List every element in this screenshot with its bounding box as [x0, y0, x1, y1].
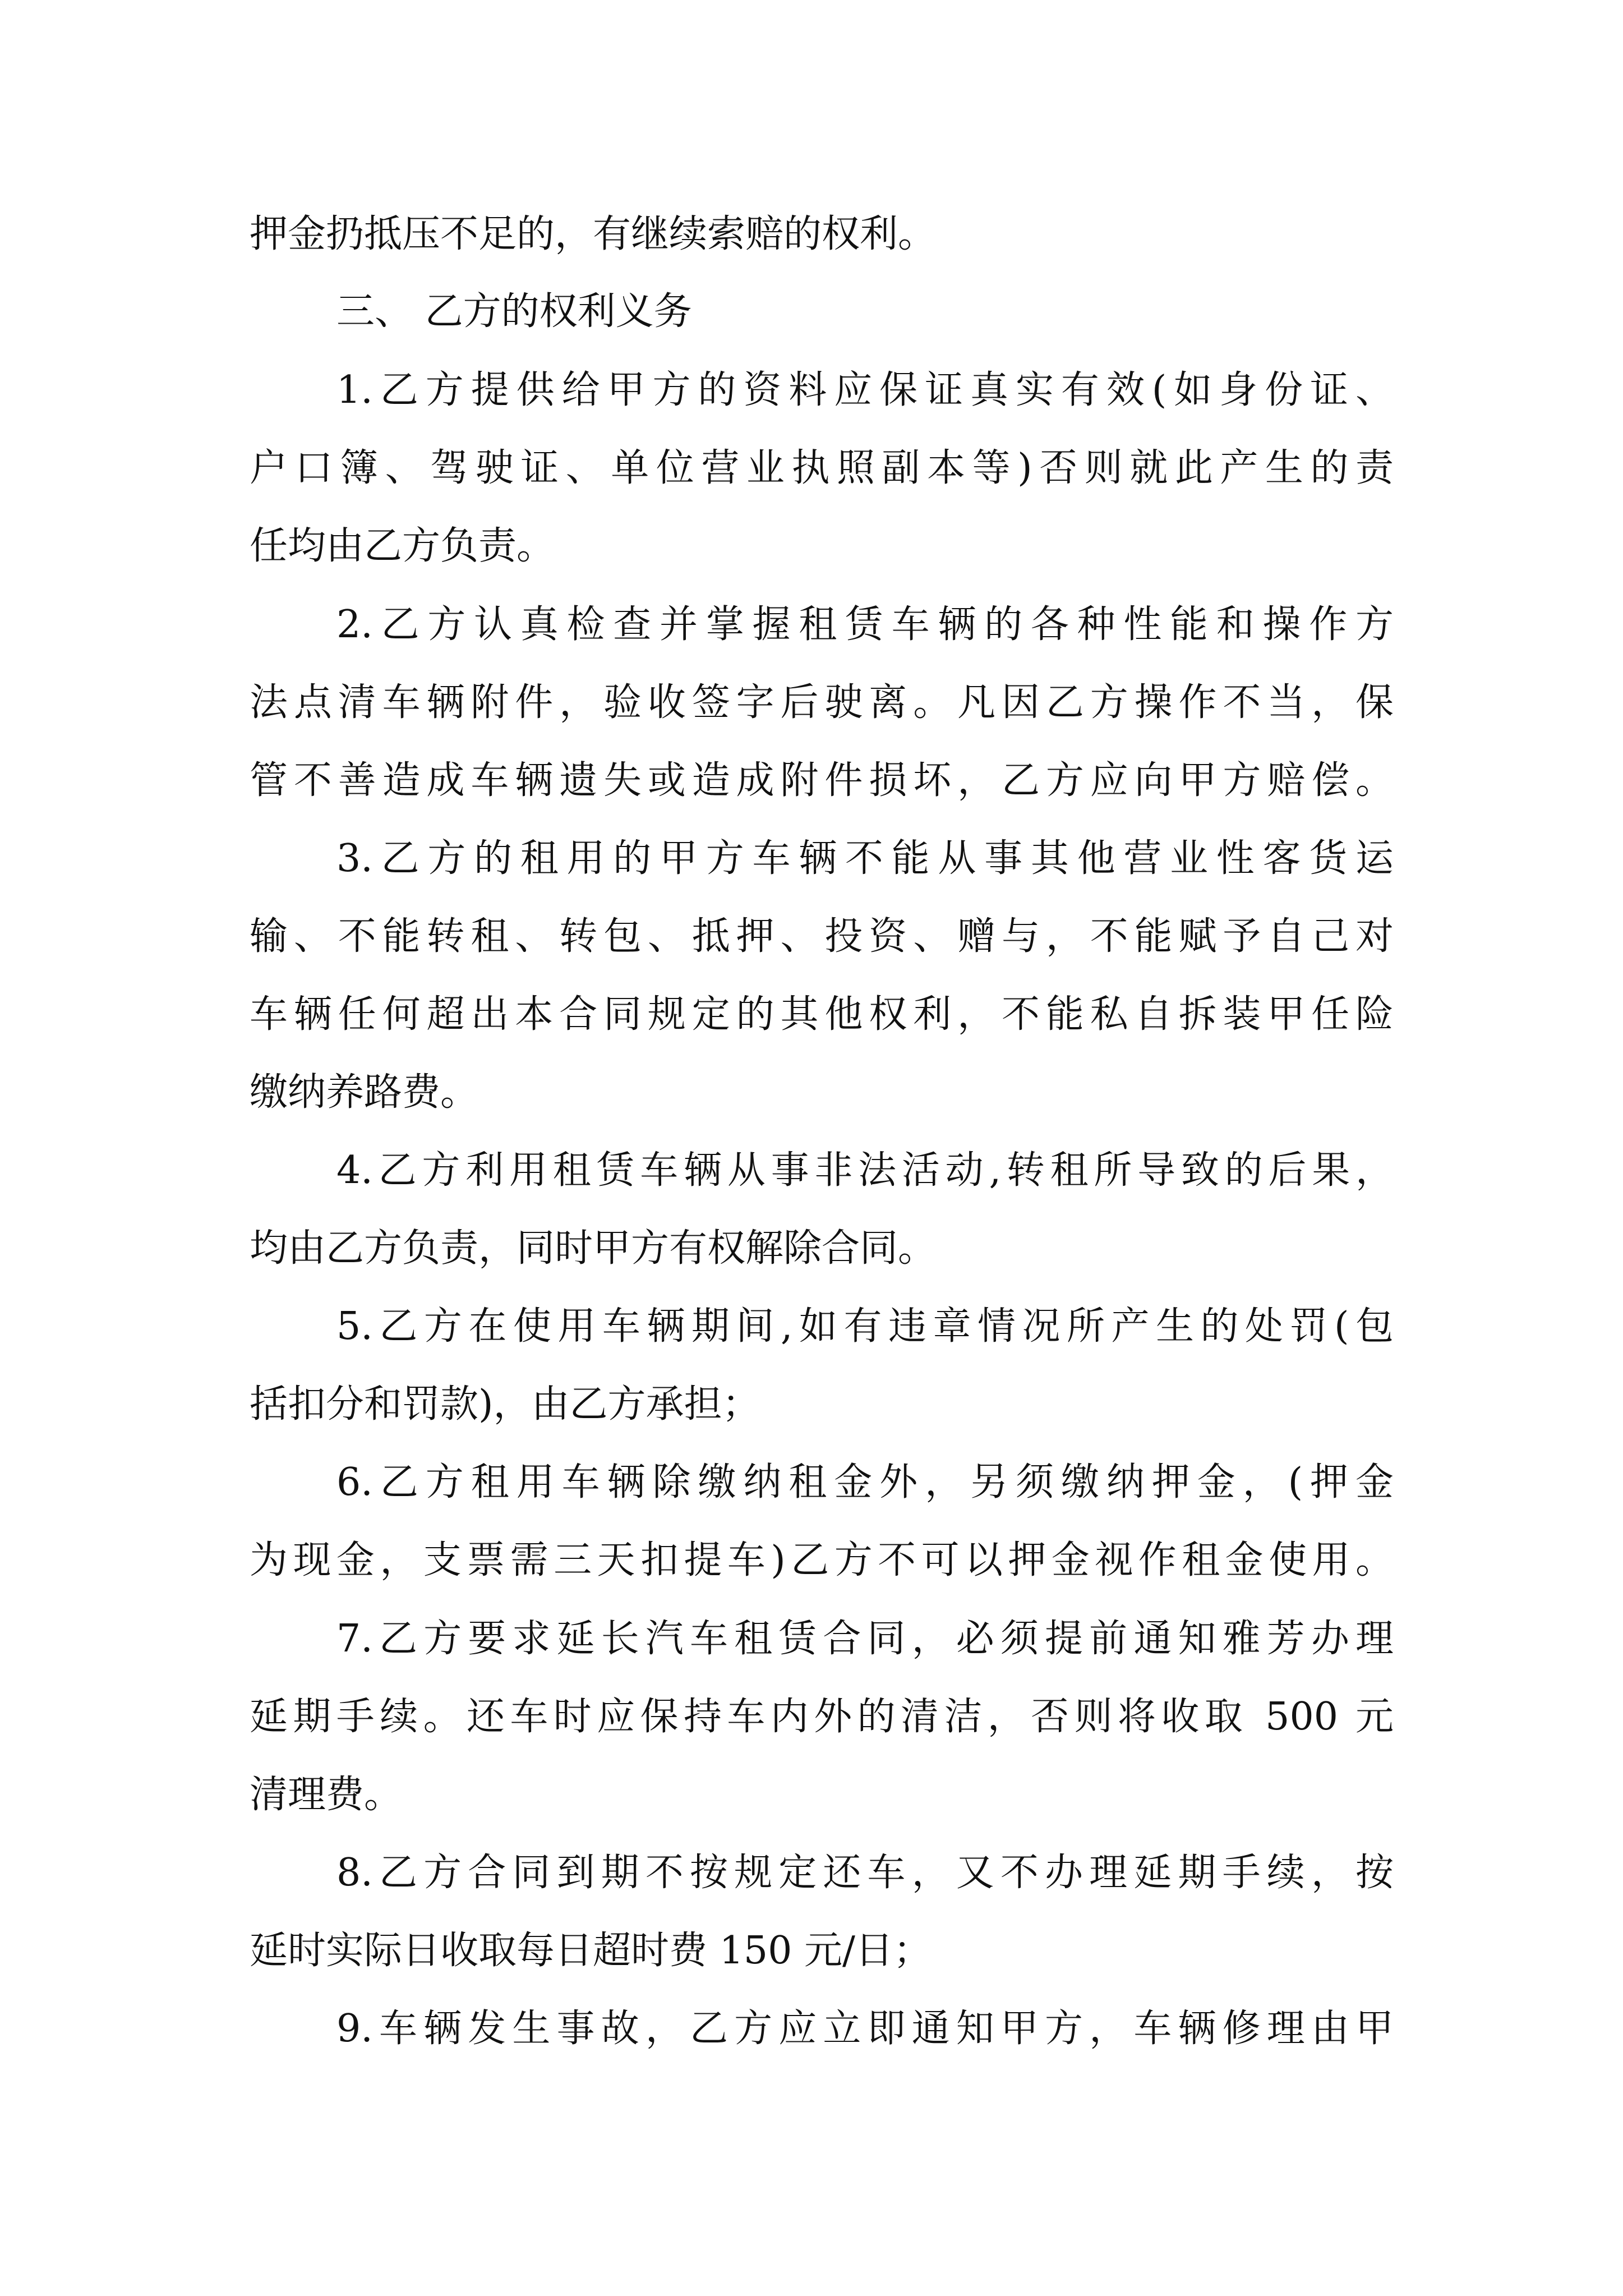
- text-line: 清理费。: [250, 1773, 403, 1817]
- text-line: 缴纳养路费。: [250, 1070, 479, 1115]
- text-line: 延时实际日收取每日超时费 150 元/日；: [250, 1929, 932, 1973]
- text-line: 3.乙方的租用的甲方车辆不能从事其他营业性客货运: [336, 836, 1394, 881]
- text-line: 法点清车辆附件，验收签字后驶离。凡因乙方操作不当，保: [250, 680, 1394, 725]
- text-line: 押金扔抵压不足的，有继续索赔的权利。: [250, 212, 937, 256]
- text-line: 5.乙方在使用车辆期间,如有违章情况所产生的处罚(包: [336, 1304, 1394, 1349]
- text-line: 管不善造成车辆遗失或造成附件损坏，乙方应向甲方赔偿。: [250, 758, 1394, 803]
- text-line: 6.乙方租用车辆除缴纳租金外，另须缴纳押金，(押金: [336, 1460, 1394, 1504]
- text-line: 9.车辆发生事故，乙方应立即通知甲方，车辆修理由甲: [336, 2007, 1394, 2051]
- text-line: 户口簿、驾驶证、单位营业执照副本等)否则就此产生的责: [250, 446, 1394, 490]
- section-heading: 三、 乙方的权利义务: [336, 289, 692, 334]
- text-line: 为现金，支票需三天扣提车)乙方不可以押金视作租金使用。: [250, 1538, 1394, 1582]
- text-line: 4.乙方利用租赁车辆从事非法活动,转租所导致的后果，: [336, 1148, 1394, 1193]
- text-line: 7.乙方要求延长汽车租赁合同，必须提前通知雅芳办理: [336, 1617, 1394, 1661]
- text-line: 任均由乙方负责。: [250, 524, 555, 568]
- text-line: 括扣分和罚款)，由乙方承担；: [250, 1382, 760, 1427]
- text-line: 车辆任何超出本合同规定的其他权利，不能私自拆装甲任险: [250, 992, 1394, 1037]
- text-line: 2.乙方认真检查并掌握租赁车辆的各种性能和操作方: [336, 602, 1394, 647]
- text-line: 均由乙方负责，同时甲方有权解除合同。: [250, 1226, 937, 1271]
- text-line: 1.乙方提供给甲方的资料应保证真实有效(如身份证、: [336, 368, 1394, 412]
- text-line: 8.乙方合同到期不按规定还车，又不办理延期手续，按: [336, 1851, 1394, 1895]
- text-line: 延期手续。还车时应保持车内外的清洁，否则将收取 500 元: [250, 1695, 1394, 1739]
- text-line: 输、不能转租、转包、抵押、投资、赠与，不能赋予自己对: [250, 914, 1394, 959]
